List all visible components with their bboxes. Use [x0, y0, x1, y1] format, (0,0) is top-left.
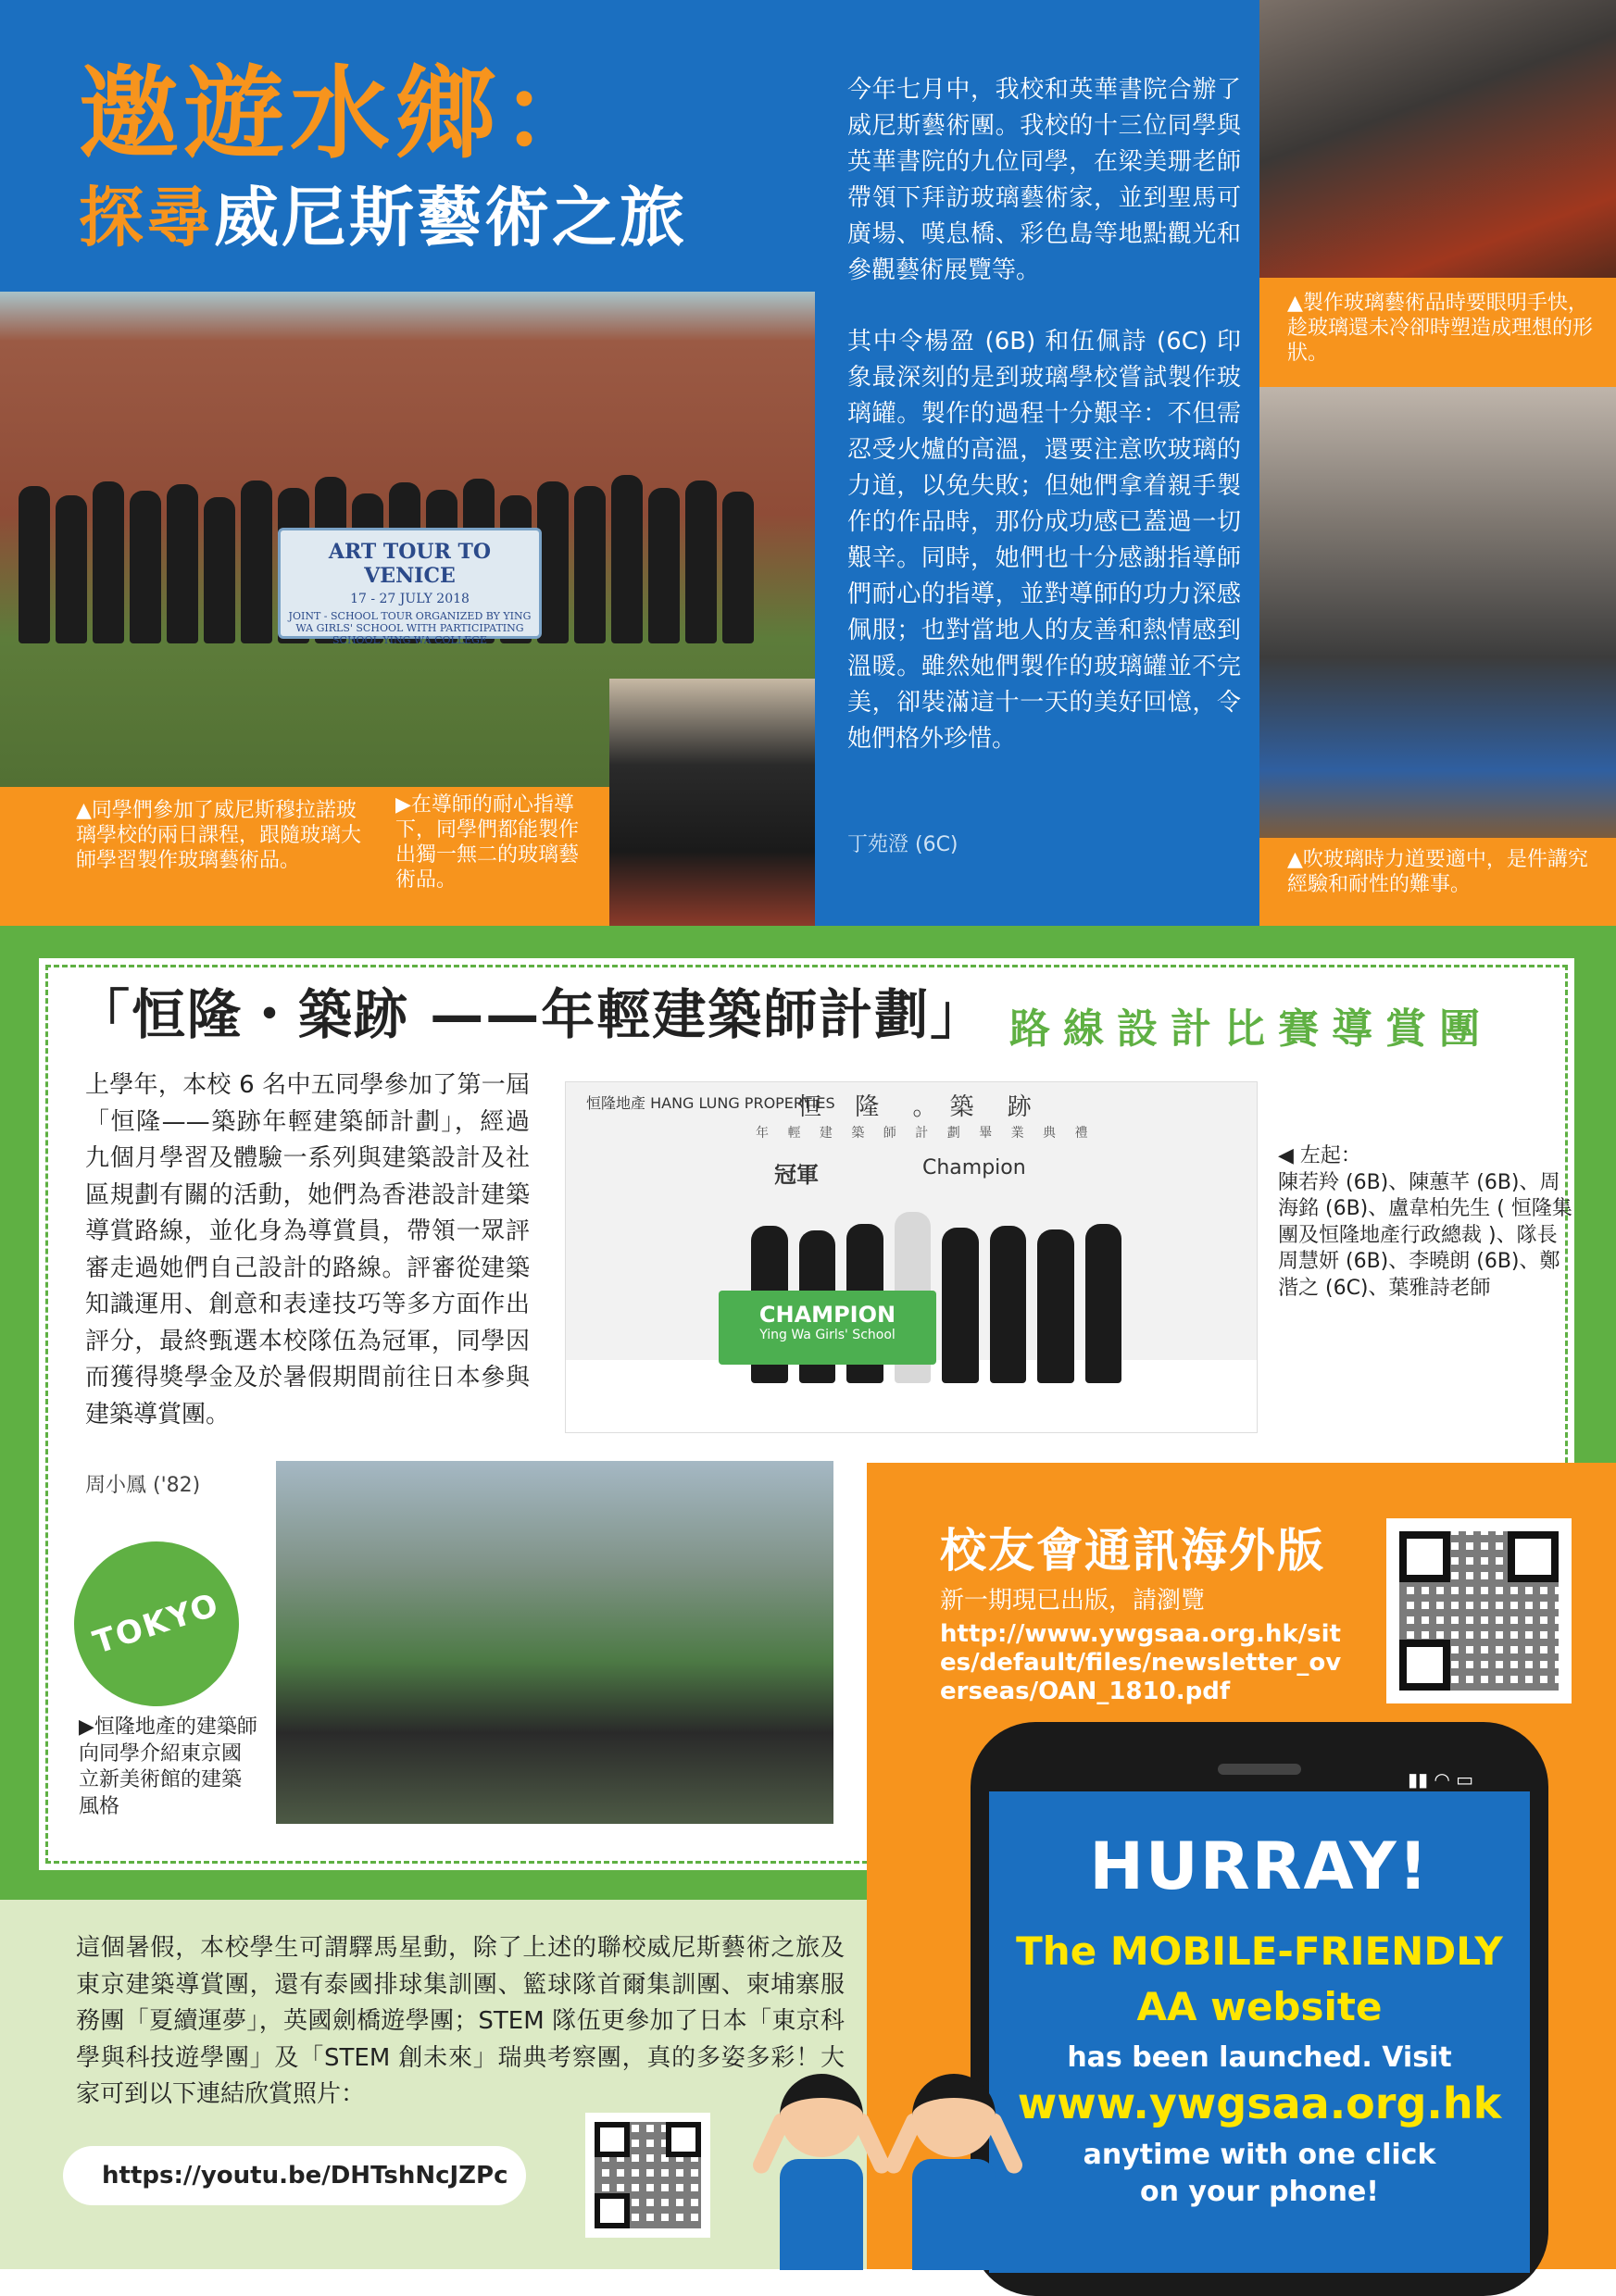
architect-heading: 「恒隆・築跡 ——年輕建築師計劃」: [76, 983, 986, 1046]
architect-article: 上學年，本校 6 名中五同學參加了第一屆「恒隆——築跡年輕建築師計劃」，經過九個月學習及體驗一系列與建築設計及社區規劃有關的活動，她們為香港設計建築導賞路線，並化身為導賞員，帶領一眾評審走過她們自己設計的路線。評審從建築知識運用、創意和表達技巧等多方面作出評分，最終甄選本校隊伍為冠軍，同學因而獲得獎學金及於暑假期間前往日本參與建築導賞團。: [85, 1071, 530, 1429]
venice-article-paragraph-1: 今年七月中，我校和英華書院合辦了威尼斯藝術團。我校的十三位同學與英華書院的九位同學，在梁美珊老師帶領下拜訪玻璃藝術家，並到聖馬可廣場、嘆息橋、彩色島等地點觀光和參觀藝術展覽等。: [847, 76, 1241, 284]
venice-title-highlight: 探尋: [79, 180, 214, 256]
cartoon-student-icon: [770, 2074, 872, 2268]
phone-line-anytime: anytime with one click: [1083, 2139, 1436, 2171]
phone-speaker: [1218, 1764, 1301, 1775]
hang-lung-logo: 恒隆地產 HANG LUNG PROPERTIES: [586, 1094, 835, 1112]
caption-glass-blowing: ▲吹玻璃時力道要適中，是件講究經驗和耐性的難事。: [1259, 838, 1616, 926]
phone-hurray: HURRAY!: [1089, 1828, 1430, 1904]
champion-board: [719, 1291, 936, 1365]
caption-glass-shaping: ▲製作玻璃藝術品時要眼明手快，趁玻璃還未冷卻時塑造成理想的形狀。: [1259, 278, 1616, 387]
ceremony-caption: [1278, 1143, 1574, 1302]
banner-organizer: JOINT - SCHOOL TOUR ORGANIZED BY YING WA GIRLS' SCHOOL WITH PARTICIPATING SCHOOL YING WA COLLEGE: [288, 610, 532, 646]
ceremony-caption-text: ◀ 左起： 陳若羚 (6B)、陳蕙芊 (6B)、周海銘 (6B)、盧韋柏先生 ( 恒隆集團及恒隆地產行政總裁 )、隊長周慧妍 (6B)、李曉朗 (6B)、鄭湝之 (6C)、葉雅詩老師: [1278, 1144, 1572, 1300]
video-qr-code[interactable]: [585, 2113, 710, 2238]
venice-article-paragraph-2: 其中令楊盈 (6B) 和伍佩詩 (6C) 印象最深刻的是到玻璃學校嘗試製作玻璃罐。製作的過程十分艱辛：不但需忍受火爐的高溫，還要注意吹玻璃的力道，以免失敗；但她們拿着親手製作的作品時，那份成功感已蓋過一切艱辛。同時，她們也十分感謝指導師們耐心的指導，並對導師的功力深感佩服；也對當地人的友善和熱情感到溫暖。雖然她們製作的玻璃罐並不完美，卻裝滿這十一天的美好回憶，令她們格外珍惜。: [847, 328, 1241, 753]
glass-shaping-photo: [1259, 0, 1616, 278]
section-divider: [0, 1870, 867, 1900]
video-link[interactable]: https://youtu.be/DHTshNcJZPc: [63, 2146, 526, 2205]
champion-label-en: Champion: [922, 1156, 1026, 1179]
phone-status-icons: ▮▮ ◠ ▭: [1408, 1768, 1474, 1791]
banner-dates: 17 - 27 JULY 2018: [350, 592, 470, 606]
venice-article-author: 丁苑澄 (6C): [847, 833, 958, 856]
tokyo-caption: ▶恒隆地產的建築師向同學介紹東京國立新美術館的建築風格: [79, 1716, 257, 1818]
phone-line-on-phone: on your phone!: [1139, 2176, 1379, 2208]
phone-website-link[interactable]: www.ywgsaa.org.hk: [1017, 2078, 1502, 2128]
newsletter-qr-code[interactable]: [1386, 1518, 1572, 1703]
venice-title-sub: [79, 180, 687, 256]
glass-making-student-photo: [609, 679, 815, 926]
ceremony-subtitle: 年 輕 建 築 師 計 劃 畢 業 典 禮: [756, 1126, 1096, 1141]
tokyo-badge-text: TOKYO: [88, 1586, 225, 1662]
architect-subheading: 路線設計比賽導賞團: [1009, 1005, 1493, 1053]
phone-line-mobile-friendly: The MOBILE-FRIENDLY: [1016, 1928, 1503, 1974]
summer-tours-text: 這個暑假，本校學生可謂驛馬星動，除了上述的聯校威尼斯藝術之旅及東京建築導賞團，還有泰國排球集訓團、籃球隊首爾集訓團、柬埔寨服務團「夏續運夢」，英國劍橋遊學團；STEM 隊伍更參加了日本「東京科學與科技遊學團」及「STEM 創未來」瑞典考察團，真的多姿多彩！大家可到以下連結欣賞照片：: [76, 1934, 845, 2108]
phone-line-aa-website: AA website: [1136, 1984, 1383, 2029]
graduation-ceremony-photo: [565, 1081, 1258, 1433]
champion-board-text: CHAMPION: [758, 1302, 896, 1328]
newsletter-subtitle: 新一期現已出版，請瀏覽: [940, 1587, 1206, 1615]
glass-blowing-photo: [1259, 387, 1616, 838]
champion-label-zh: 冠軍: [774, 1162, 819, 1188]
newsletter-link[interactable]: http://www.ywgsaa.org.hk/sites/default/files/newsletter_overseas/OAN_1810.pdf: [940, 1620, 1342, 1705]
champion-board-school: Ying Wa Girls' School: [759, 1328, 896, 1342]
phone-line-launched: has been launched. Visit: [1067, 2041, 1452, 2074]
newsletter-title: 校友會通訊海外版: [940, 1524, 1325, 1578]
tokyo-museum-photo: [276, 1461, 833, 1824]
ceremony-title: 恒 隆 。築 跡: [797, 1093, 1045, 1121]
venice-title-rest: 威尼斯藝術之旅: [214, 180, 687, 256]
venice-article: [847, 72, 1241, 792]
caption-group-photo: ▲同學們參加了威尼斯穆拉諾玻璃學校的兩日課程，跟隨玻璃大師學習製作玻璃藝術品。: [0, 787, 384, 926]
art-tour-banner: [278, 528, 542, 646]
banner-title: ART TOUR TO VENICE: [328, 540, 492, 588]
caption-guide-photo: ▶在導師的耐心指導下，同學們都能製作出獨一無二的玻璃藝術品。: [384, 787, 609, 926]
cartoon-student-icon: [903, 2074, 1005, 2268]
venice-title-main: 邀遊水鄉：: [79, 56, 608, 172]
architect-article-author: 周小鳳 ('82): [85, 1474, 201, 1497]
